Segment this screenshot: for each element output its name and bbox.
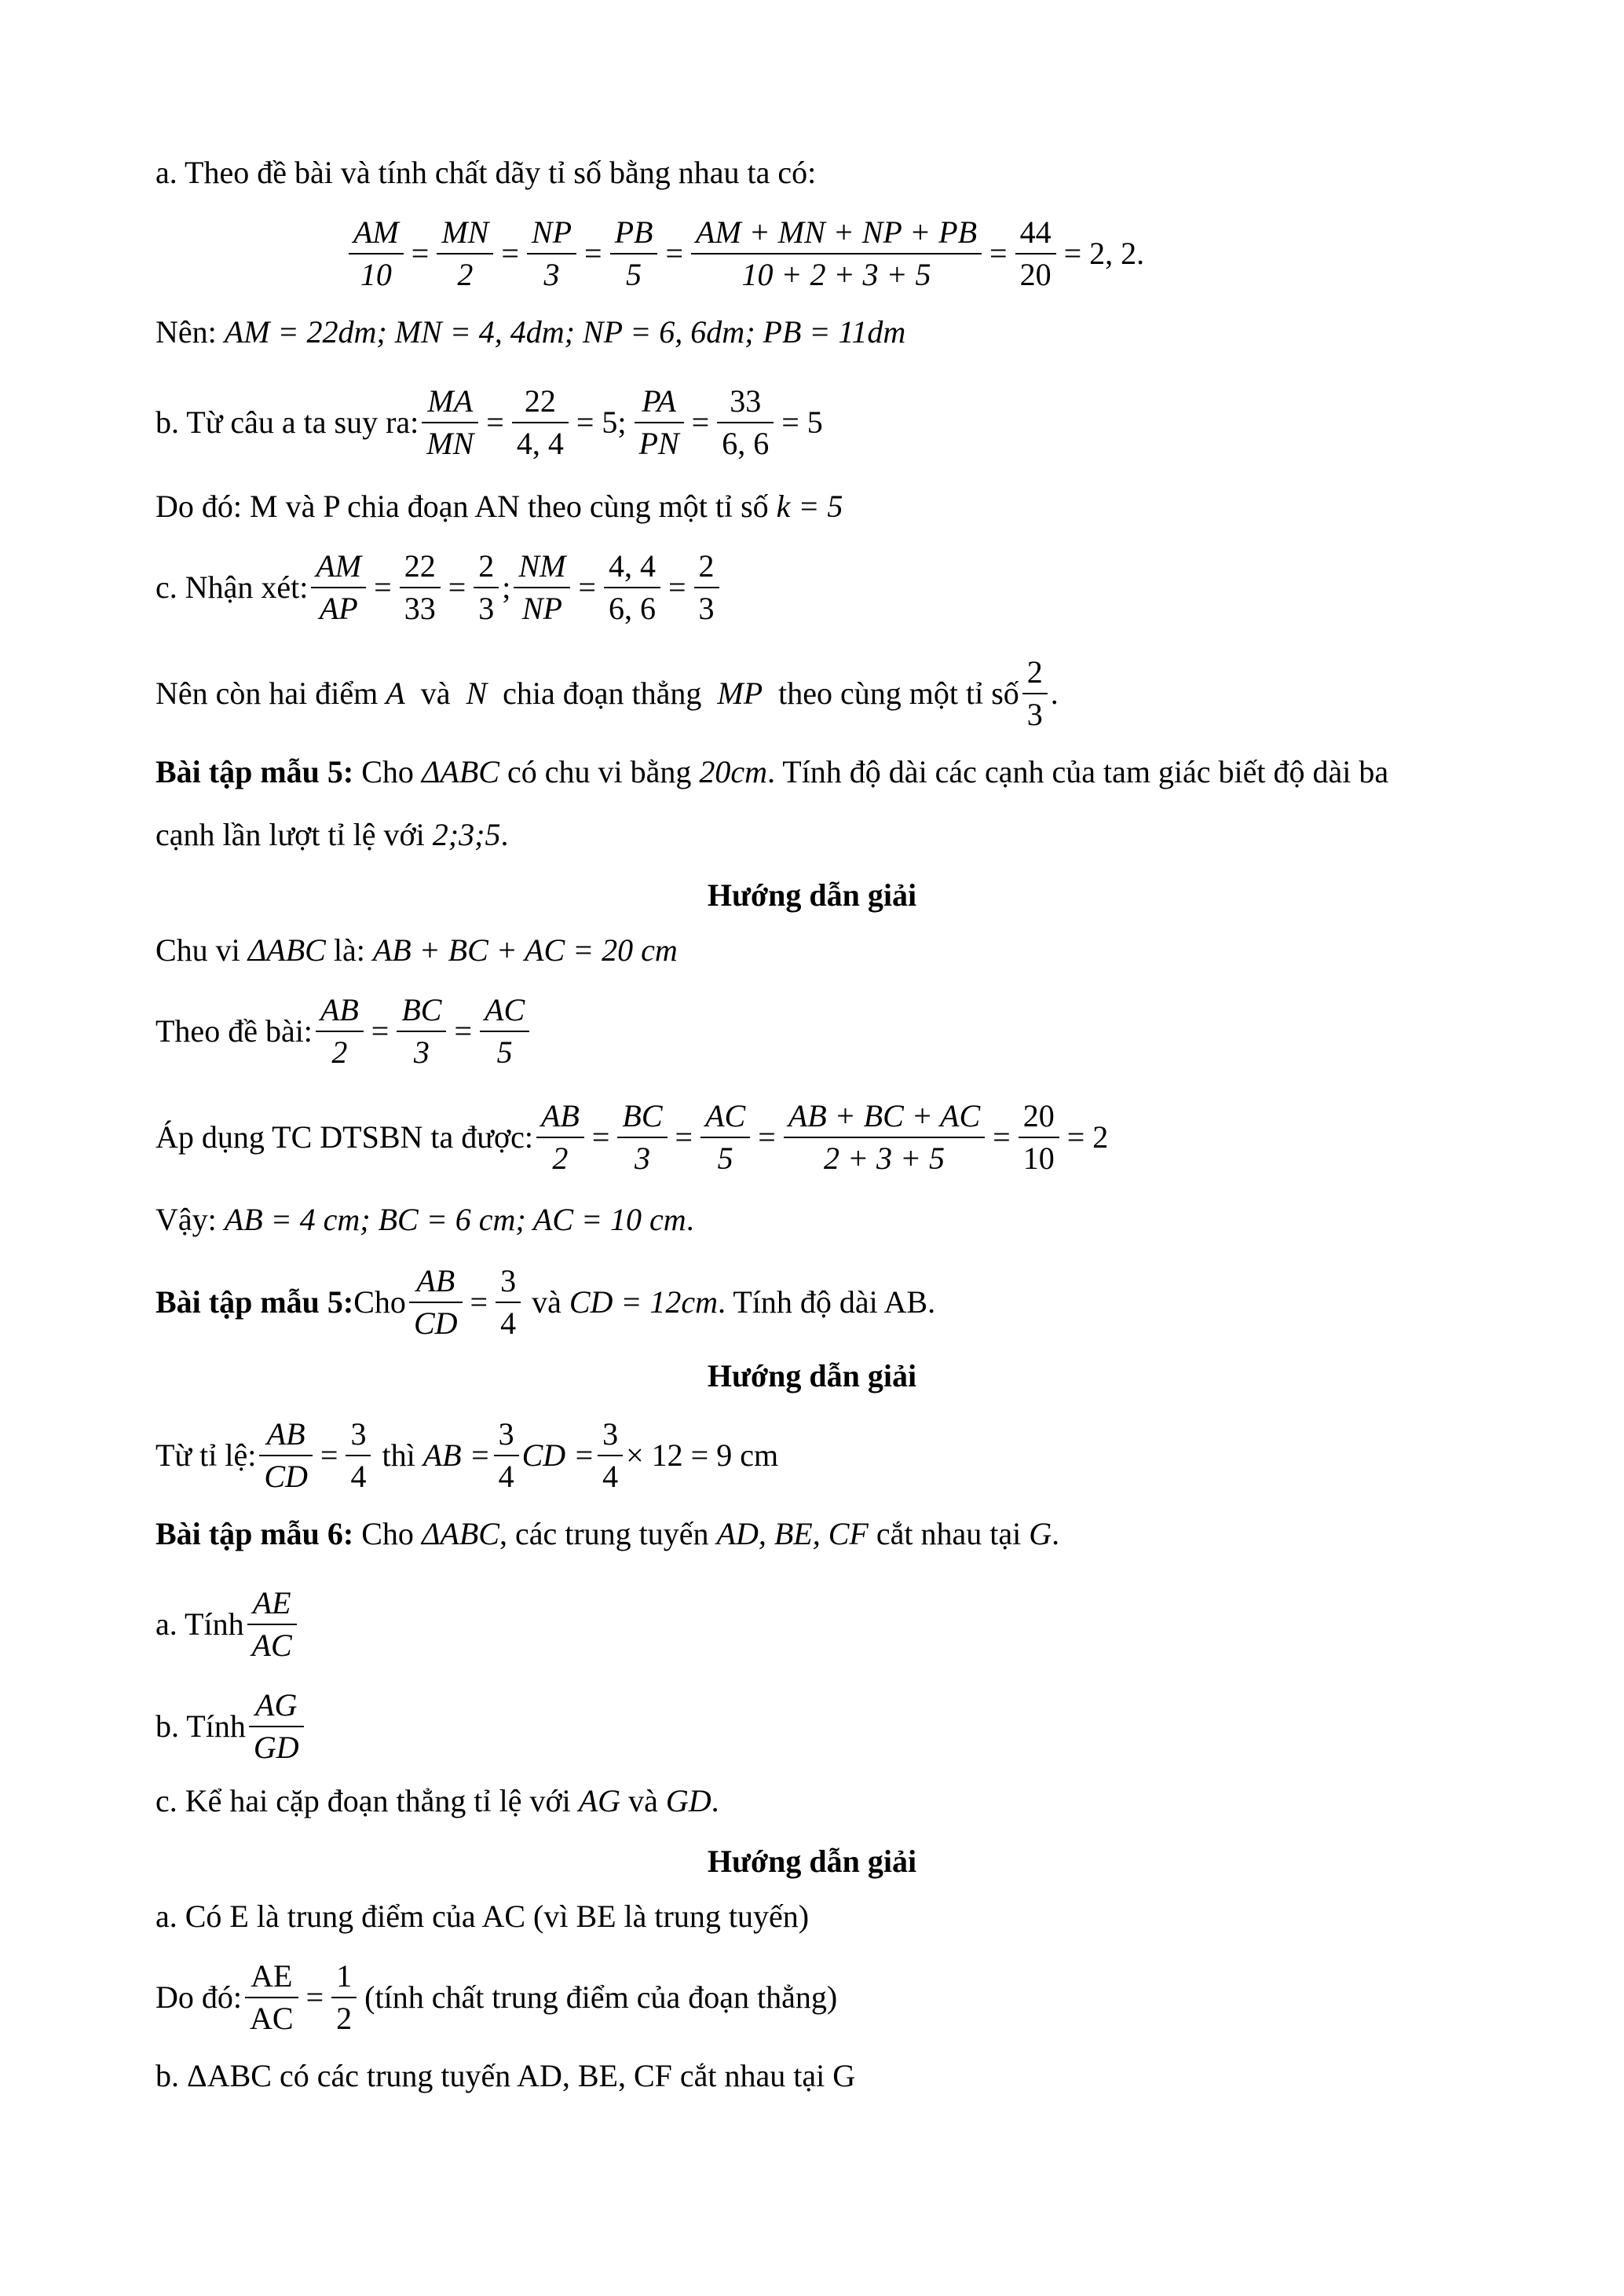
exercise-6-a: a. Tính AE AC bbox=[155, 1583, 300, 1666]
fraction: $\frac{44}{20}$ bbox=[1015, 212, 1056, 295]
fraction: $\frac{PB}{5}$ bbox=[610, 212, 658, 295]
exercise-6: Bài tập mẫu 6: Cho ΔABC, các trung tuyến AD, BE, CF cắt nhau tại G. bbox=[155, 1516, 1060, 1551]
exercise-5-ratio: Bài tập mẫu 5: Cho $\frac{AB}{CD}$ = $\frac{3}{4}$ và CD = 12cm . Tính độ dài AB. bbox=[155, 1261, 935, 1344]
exercise-6-c: c. Kể hai cặp đoạn thẳng tỉ lệ với AG và GD. bbox=[155, 1783, 719, 1818]
solution-answer-line: Vậy: AB = 4 cm; BC = 6 cm; AC = 10 cm. bbox=[155, 1202, 694, 1237]
fraction: $\frac{NP}{3}$ bbox=[527, 212, 576, 295]
fraction: $\frac{MN}{2}$ bbox=[437, 212, 493, 295]
part-a-intro: a. Theo đề bài và tính chất dãy tỉ số bằng nhau ta có: bbox=[155, 155, 817, 190]
part-c-line: c. Nhận xét: $\frac{AM}{AP}$ = $\frac{22}{33}$ = $\frac{2}{3}$ ; $\frac{NM}{NP}$ = $\frac{4, 4}{6, 6}$ = $\frac{2}{3}$ bbox=[155, 546, 722, 629]
solution-perimeter-line: Chu vi ΔABC là: AB + BC + AC = 20 cm bbox=[155, 932, 678, 968]
fraction: $\frac{AM}{10}$ bbox=[349, 212, 404, 295]
solution-6-b: b. ΔABC có các trung tuyến AD, BE, CF cắt nhau tại G bbox=[155, 2058, 856, 2093]
part-b-conclusion: Do đó: M và P chia đoạn AN theo cùng một tỉ số k = 5 bbox=[155, 489, 843, 524]
part-b-line: b. Từ câu a ta suy ra: $\frac{MA}{MN}$ = $\frac{22}{4, 4}$ = 5; $\frac{PA}{PN}$ = $\frac{33}{6, 6}$ = 5 bbox=[155, 381, 828, 464]
solution-6-a: a. Có E là trung điểm của AC (vì BE là trung tuyến) bbox=[155, 1899, 810, 1934]
part-c-conclusion: Nên còn hai điểm A và N chia đoạn thẳng MP theo cùng một tỉ số 2 3 . bbox=[155, 652, 1059, 735]
exercise-5-perimeter-line2: cạnh lần lượt tỉ lệ với 2;3;5. bbox=[155, 817, 509, 852]
equation-ratio-chain: $\frac{AM}{10}$ = $\frac{MN}{2}$ = $\frac{NP}{3}$ = $\frac{PB}{5}$ = $\frac{AM + MN + NP + PB}{10 + 2 + 3 + 5}$ = $\frac{44}{20}$ = 2, 2. bbox=[346, 212, 1149, 295]
exercise-5-perimeter: Bài tập mẫu 5: Cho ΔABC có chu vi bằng 20cm. Tính độ dài các cạnh của tam giác biết độ dài ba bbox=[155, 754, 1389, 789]
solution-6-a-fraction: Do đó: $\frac{AE}{AC}$ = $\frac{1}{2}$ (tính chất trung điểm của đoạn thẳng) bbox=[155, 1956, 837, 2039]
exercise-6-b: b. Tính AG GD bbox=[155, 1685, 307, 1768]
solution-ratio-answer: Từ tỉ lệ: $\frac{AB}{CD}$ = $\frac{3}{4}$ thì AB = $\frac{3}{4}$ CD = $\frac{3}{4}$ × 12 = 9 cm bbox=[155, 1414, 778, 1497]
solution-apply-line: Áp dụng TC DTSBN ta được: $\frac{AB}{2}$ = $\frac{BC}{3}$ = $\frac{AC}{5}$ = $\frac{AB + BC + AC}{2 + 3 + 5}$ = $\frac{20}{10}$ = 2 bbox=[155, 1096, 1113, 1179]
heading-solution-2: Hướng dẫn giải bbox=[707, 1358, 917, 1393]
heading-solution-3: Hướng dẫn giải bbox=[707, 1844, 917, 1879]
part-a-result-line: Nên: AM = 22dm; MN = 4, 4dm; NP = 6, 6dm; PB = 11dm bbox=[155, 314, 906, 350]
fraction: $\frac{AM + MN + NP + PB}{10 + 2 + 3 + 5}$ bbox=[691, 212, 982, 295]
solution-ratio-line: Theo đề bài: $\frac{AB}{2}$ = $\frac{BC}{3}$ = $\frac{AC}{5}$ bbox=[155, 990, 532, 1073]
heading-solution: Hướng dẫn giải bbox=[707, 877, 917, 913]
